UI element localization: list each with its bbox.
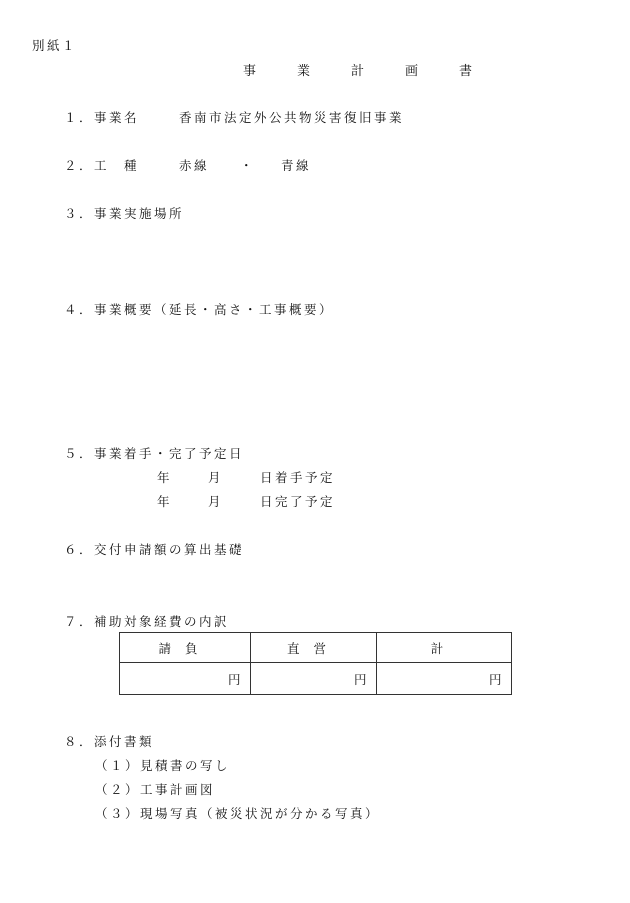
table-header-row	[120, 633, 512, 663]
section-7-label: ７．補助対象経費の内訳	[64, 614, 230, 629]
column-header-contract: 請負	[120, 633, 251, 663]
section-1-label: １．事業名	[64, 110, 140, 125]
section-3-label: ３．事業実施場所	[64, 206, 185, 221]
section-4-label: ４．事業概要（延長・高さ・工事概要）	[64, 302, 335, 317]
page-title: 事 業 計 画 書	[243, 64, 487, 79]
section-6-label: ６．交付申請額の算出基礎	[64, 542, 245, 557]
section-8-label: ８．添付書類	[64, 734, 155, 749]
end-month-label: 月	[208, 494, 224, 509]
attachment-item-3: （３）現場写真（被災状況が分かる写真）	[95, 806, 381, 821]
work-type-option-red-line: 赤線	[179, 158, 210, 173]
total-amount-cell[interactable]: 円	[377, 663, 512, 695]
section-5-label: ５．事業着手・完了予定日	[64, 446, 245, 461]
annex-label: 別紙１	[32, 38, 78, 53]
work-type-option-blue-line: 青線	[281, 158, 312, 173]
cost-breakdown-table	[119, 632, 512, 695]
column-header-direct: 直営	[251, 633, 377, 663]
attachment-item-2: （２）工事計画図	[95, 782, 216, 797]
column-header-total: 計	[377, 633, 512, 663]
end-day-text: 日完了予定	[260, 494, 336, 509]
section-2-label: ２．工 種	[64, 158, 140, 173]
end-year-label: 年	[157, 494, 173, 509]
project-name-value: 香南市法定外公共物災害復旧事業	[179, 110, 405, 125]
contract-amount-cell[interactable]: 円	[120, 663, 251, 695]
start-month-label: 月	[208, 470, 224, 485]
attachment-item-1: （１）見積書の写し	[95, 758, 231, 773]
start-day-text: 日着手予定	[260, 470, 336, 485]
table-row	[120, 663, 512, 695]
direct-amount-cell[interactable]: 円	[251, 663, 377, 695]
work-type-separator: ・	[240, 158, 256, 173]
start-year-label: 年	[157, 470, 173, 485]
